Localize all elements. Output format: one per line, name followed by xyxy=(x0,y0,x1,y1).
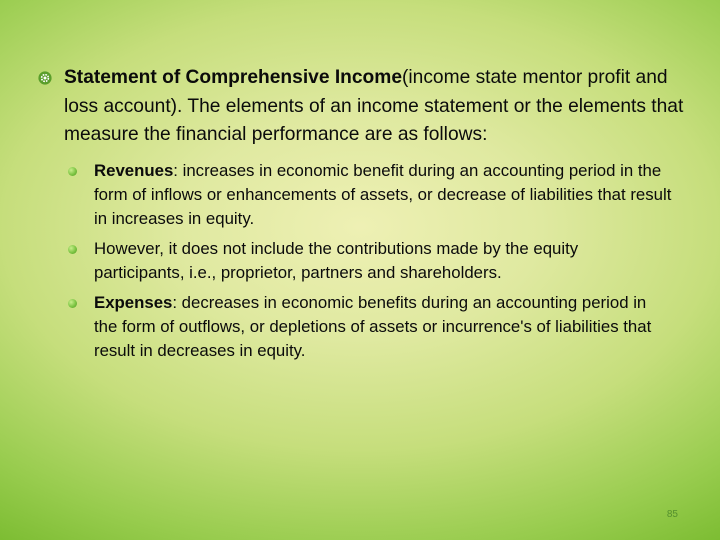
slide-content xyxy=(38,64,690,369)
sub-bullet-title: Expenses xyxy=(94,292,173,312)
dot-icon xyxy=(68,299,77,308)
sub-bullet-text: : decreases in economic benefits during an accounting period in the form of outflows, or depletions of assets or incurrence's of liabilities that result in decreases in equity. xyxy=(94,292,652,360)
sub-bullet-expenses xyxy=(64,291,672,363)
sub-bullet-title: Revenues xyxy=(94,160,174,180)
gear-icon xyxy=(38,71,52,85)
sub-bullet-revenues xyxy=(64,159,672,231)
sub-bullet-list xyxy=(64,159,672,363)
sub-bullet-text: : increases in economic benefit during an accounting period in the form of inflows or enhancements of assets, or decrease of liabilities that result in increases in equity. xyxy=(94,160,672,228)
main-bullet xyxy=(38,64,690,150)
main-bullet-text: (income state mentor profit and loss account). The elements of an income statement or the elements that measure the financial performance are as follows: xyxy=(64,67,684,145)
page-number: 85 xyxy=(666,509,678,520)
dot-icon xyxy=(68,167,77,176)
sub-bullet-exclusions xyxy=(64,237,672,285)
sub-bullet-text: However, it does not include the contributions made by the equity participants, i.e., proprietor, partners and shareholders. xyxy=(94,238,579,282)
dot-icon xyxy=(68,245,77,254)
main-bullet-title: Statement of Comprehensive Income xyxy=(64,67,402,88)
